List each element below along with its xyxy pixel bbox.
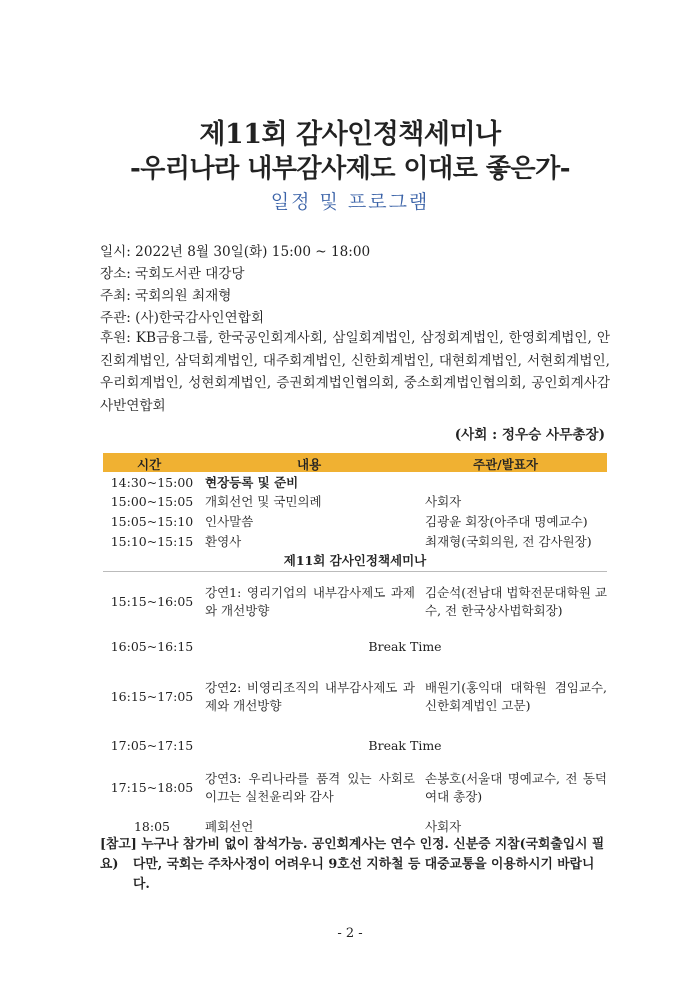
row-content: 강연3: 우리나라를 품격 있는 사회로 이끄는 실천윤리와 감사 [205,771,415,804]
row-time: 16:05~16:15 [110,639,194,654]
row-presenter: 손봉호(서울대 명예교수, 전 동덕여대 총장) [425,771,607,804]
row-content: 강연1: 영리기업의 내부감사제도 과제와 개선방향 [205,585,415,618]
row-time: 15:05~15:10 [110,514,194,529]
row-presenter: 사회자 [425,819,462,834]
row-content: 폐회선언 [205,819,254,834]
row-presenter: 김광윤 회장(아주대 명예교수) [425,514,588,529]
header-presenter: 주관/발표자 [473,457,538,472]
section-title: 일정 및 프로그램 [270,191,430,213]
header-content: 내용 [297,457,322,472]
table-header [103,453,607,472]
row-presenter: 최재형(국회의원, 전 감사원장) [425,534,592,549]
note-line-2: 다만, 국회는 주차사정이 어려우니 9호선 지하철 등 대중교통을 이용하시기 바랍니다. [133,857,595,892]
moderator: (사회 : 정우승 사무총장) [454,427,605,443]
row-time: 17:05~17:15 [110,738,194,753]
row-presenter: 김순석(전남대 법학전문대학원 교수, 전 한국상사법학회장) [425,585,607,618]
info-venue: 장소: 국회도서관 대강당 [100,266,245,282]
row-time: 15:10~15:15 [110,534,194,549]
row-time: 16:15~17:05 [110,689,194,704]
break-row: Break Time [368,639,442,654]
row-content: 환영사 [205,534,242,549]
row-time: 17:15~18:05 [110,780,194,795]
row-presenter: 배원기(홍익대 대학원 겸임교수, 신한회계법인 고문) [425,680,607,713]
seminar-subtitle: -우리나라 내부감사제도 이대로 좋은가- [129,154,571,184]
row-time: 15:00~15:05 [110,494,194,509]
break-row: Break Time [368,738,442,753]
row-presenter: 사회자 [425,494,462,509]
page-number: - 2 - [337,926,363,941]
row-time: 15:15~16:05 [110,594,194,609]
info-host: 주관: (사)한국감사인연합회 [100,310,264,326]
note-line-1: [참고] 누구나 참가비 없이 참석가능. 공인회계사는 연수 인정. 신분증 지참(국회출입시 필요) [100,837,605,872]
row-divider [103,571,607,572]
seminar-title: 제11회 감사인정책세미나 [199,119,501,150]
info-organizer: 주최: 국회의원 최재형 [100,288,232,304]
row-content: 개회선언 및 국민의례 [205,494,322,509]
row-time: 14:30~15:00 [110,475,194,490]
row-content: 현장등록 및 준비 [205,475,299,490]
section-row: 제11회 감사인정책세미나 [283,553,427,568]
row-time: 18:05 [133,819,171,834]
row-content: 강연2: 비영리조직의 내부감사제도 과제와 개선방향 [205,680,415,713]
info-date: 일시: 2022년 8월 30일(화) 15:00 ~ 18:00 [100,244,371,260]
header-time: 시간 [137,457,162,472]
info-sponsors: 후원: KB금융그룹, 한국공인회계사회, 삼일회계법인, 삼정회계법인, 한영회계법인, 안진회계법인, 삼덕회계법인, 대주회계법인, 신한회계법인, 대현회계법인, 서현회계법인, 우리회계법인, 성현회계법인, 증권회계법인협의회, 중소회계법인협의회, 공인회계사감사반연합회 [100,330,610,414]
row-content: 인사말씀 [205,514,254,529]
